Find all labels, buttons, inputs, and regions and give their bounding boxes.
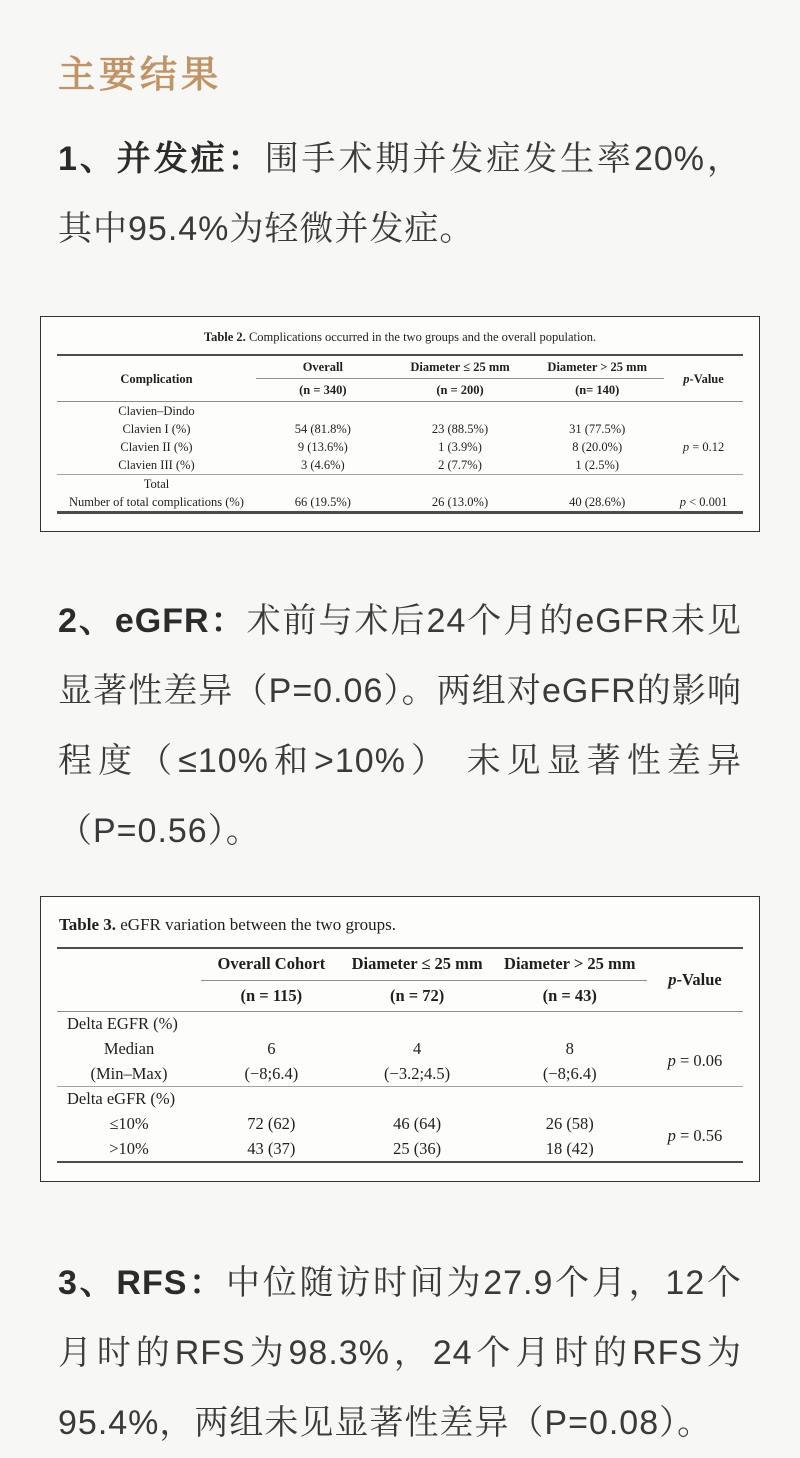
- table-cell: 9 (13.6%): [297, 440, 348, 455]
- table-cell-empty: [390, 402, 531, 421]
- row-label: Median: [103, 1039, 155, 1059]
- header-n-overall: (n = 115): [240, 985, 303, 1005]
- group-label-delta-egfr: Delta EGFR (%): [67, 1014, 178, 1034]
- table-cell-empty: [256, 402, 390, 421]
- table-cell: 1 (3.9%): [438, 440, 482, 455]
- header-n-gt-25: (n= 140): [575, 383, 620, 398]
- table-cell-empty: [390, 475, 531, 494]
- table-cell: 66 (19.5%): [294, 495, 351, 510]
- table-cell: 2 (7.7%): [438, 458, 482, 473]
- p-value-italic: p: [668, 970, 677, 989]
- table-cell: 46 (64): [393, 1113, 442, 1133]
- row-label: Number of total complications (%): [68, 495, 244, 510]
- table3-caption: [59, 915, 743, 935]
- table-cell: (−8;6.4): [542, 1063, 597, 1083]
- table-cell-empty: [664, 475, 743, 494]
- section-1-prefix: 1、并发症：: [58, 140, 265, 178]
- p-value-cell: p = 0.56: [667, 1126, 723, 1146]
- row-label: Clavien I (%): [122, 422, 191, 437]
- header-overall: Overall: [256, 355, 390, 379]
- section-1-body: 围手术期并发症发生率20%，其中95.4%为轻微并发症。: [58, 140, 742, 249]
- header-n-le-25: (n = 200): [436, 383, 484, 398]
- egfr-variation-table: [57, 947, 743, 1163]
- header-diameter-gt-25: Diameter > 25 mm: [530, 355, 664, 379]
- table-row: [57, 1112, 743, 1137]
- section-2-body: 术前与术后24个月的eGFR未见显著性差异（P=0.06）。两组对eGFR的影响程度（≤10%和>10%） 未见显著性差异（P=0.56）。: [58, 602, 742, 851]
- row-label: Clavien II (%): [120, 440, 193, 455]
- row-label: ≤10%: [109, 1113, 149, 1133]
- complications-table: [57, 354, 743, 514]
- header-diameter-le-25: Diameter ≤ 25 mm: [342, 948, 493, 980]
- header-n-overall: (n = 340): [299, 383, 347, 398]
- table-cell: 72 (62): [247, 1113, 296, 1133]
- table-cell: 25 (36): [393, 1138, 442, 1158]
- table-row: [57, 475, 743, 494]
- p-value-cell: p = 0.06: [667, 1051, 723, 1071]
- header-diameter-le-25: Diameter ≤ 25 mm: [390, 355, 531, 379]
- table-cell-empty: [493, 1012, 647, 1037]
- header-diameter-gt-25: Diameter > 25 mm: [493, 948, 647, 980]
- table-cell: (−8;6.4): [244, 1063, 299, 1083]
- table-row: [57, 1137, 743, 1163]
- section-3-prefix: 3、RFS：: [58, 1264, 226, 1303]
- table-row: [57, 1062, 743, 1087]
- page-title: 主要结果: [58, 55, 222, 96]
- table-cell: 40 (28.6%): [569, 495, 626, 510]
- table-cell: 31 (77.5%): [569, 422, 626, 437]
- header-overall-cohort: Overall Cohort: [201, 948, 342, 980]
- table-row: [57, 1037, 743, 1062]
- table-cell: 54 (81.8%): [294, 422, 351, 437]
- table2-caption: [57, 330, 743, 345]
- section-egfr-paragraph: [58, 586, 742, 866]
- table-row: [57, 1087, 743, 1112]
- section-2-prefix: 2、eGFR：: [58, 602, 247, 641]
- table-row: [57, 402, 743, 421]
- table-row: [57, 493, 743, 513]
- header-complication: Complication: [120, 371, 193, 386]
- table-cell-empty: [647, 1012, 743, 1037]
- header-p-value: p-Value: [683, 371, 724, 386]
- table-cell: 26 (13.0%): [431, 495, 489, 510]
- header-n-le-25: (n = 72): [389, 985, 445, 1005]
- table-cell-empty: [201, 1012, 342, 1037]
- table3-card: [40, 896, 760, 1182]
- p-value-cell: p = 0.12: [682, 440, 725, 455]
- table-cell: 1 (2.5%): [575, 458, 620, 473]
- section-complications-paragraph: [58, 124, 742, 264]
- table-cell: 23 (88.5%): [431, 422, 489, 437]
- row-label: >10%: [109, 1138, 149, 1158]
- table-cell-empty: [201, 1087, 342, 1112]
- table-cell: 18 (42): [545, 1138, 594, 1158]
- table-cell: (−3.2;4.5): [384, 1063, 451, 1083]
- group-label-total: Total: [57, 475, 256, 494]
- table-cell-empty: [342, 1012, 493, 1037]
- table-cell: 43 (37): [247, 1138, 296, 1158]
- table-row: [57, 1012, 743, 1037]
- table-cell: 3 (4.6%): [300, 458, 345, 473]
- table2-card: [40, 316, 760, 532]
- header-p-value: p-Value: [668, 970, 722, 989]
- table-cell-empty: [256, 475, 390, 494]
- table-row: [57, 456, 743, 475]
- row-label: (Min–Max): [90, 1063, 168, 1083]
- row-label: Clavien III (%): [118, 458, 195, 473]
- header-n-gt-25: (n = 43): [542, 985, 597, 1005]
- table3-caption-label: Table 3.: [59, 915, 117, 935]
- table-row: [57, 438, 743, 456]
- table2-caption-text: Complications occurred in the two groups and the overall population.: [245, 330, 597, 345]
- table-cell: 26 (58): [545, 1113, 594, 1133]
- table-cell-empty: [647, 1087, 743, 1112]
- table-cell-empty: [342, 1087, 493, 1112]
- header-empty: [57, 948, 201, 1012]
- table-cell-empty: [530, 402, 664, 421]
- p-value-italic: p: [683, 371, 690, 386]
- section-3-body: 中位随访时间为27.9个月，12个月时的RFS为98.3%，24个月时的RFS为95.4%，两组未见显著性差异（P=0.08）。: [58, 1264, 742, 1443]
- table-cell: 6: [267, 1039, 276, 1059]
- table3-caption-text: eGFR variation between the two groups.: [116, 915, 396, 935]
- group-label-clavien-dindo: Clavien–Dindo: [118, 404, 195, 419]
- table-cell: 4: [413, 1039, 422, 1059]
- table2-caption-label: Table 2.: [203, 330, 246, 345]
- table-cell: 8: [565, 1039, 574, 1059]
- table-cell-empty: [664, 402, 743, 421]
- table-row: [57, 420, 743, 438]
- table-cell-empty: [530, 475, 664, 494]
- table-cell-empty: [493, 1087, 647, 1112]
- table-cell: 8 (20.0%): [572, 440, 623, 455]
- section-rfs-paragraph: [58, 1248, 742, 1458]
- group-label-delta-egfr-pct: Delta eGFR (%): [57, 1087, 201, 1112]
- p-value-cell: p < 0.001: [679, 495, 728, 510]
